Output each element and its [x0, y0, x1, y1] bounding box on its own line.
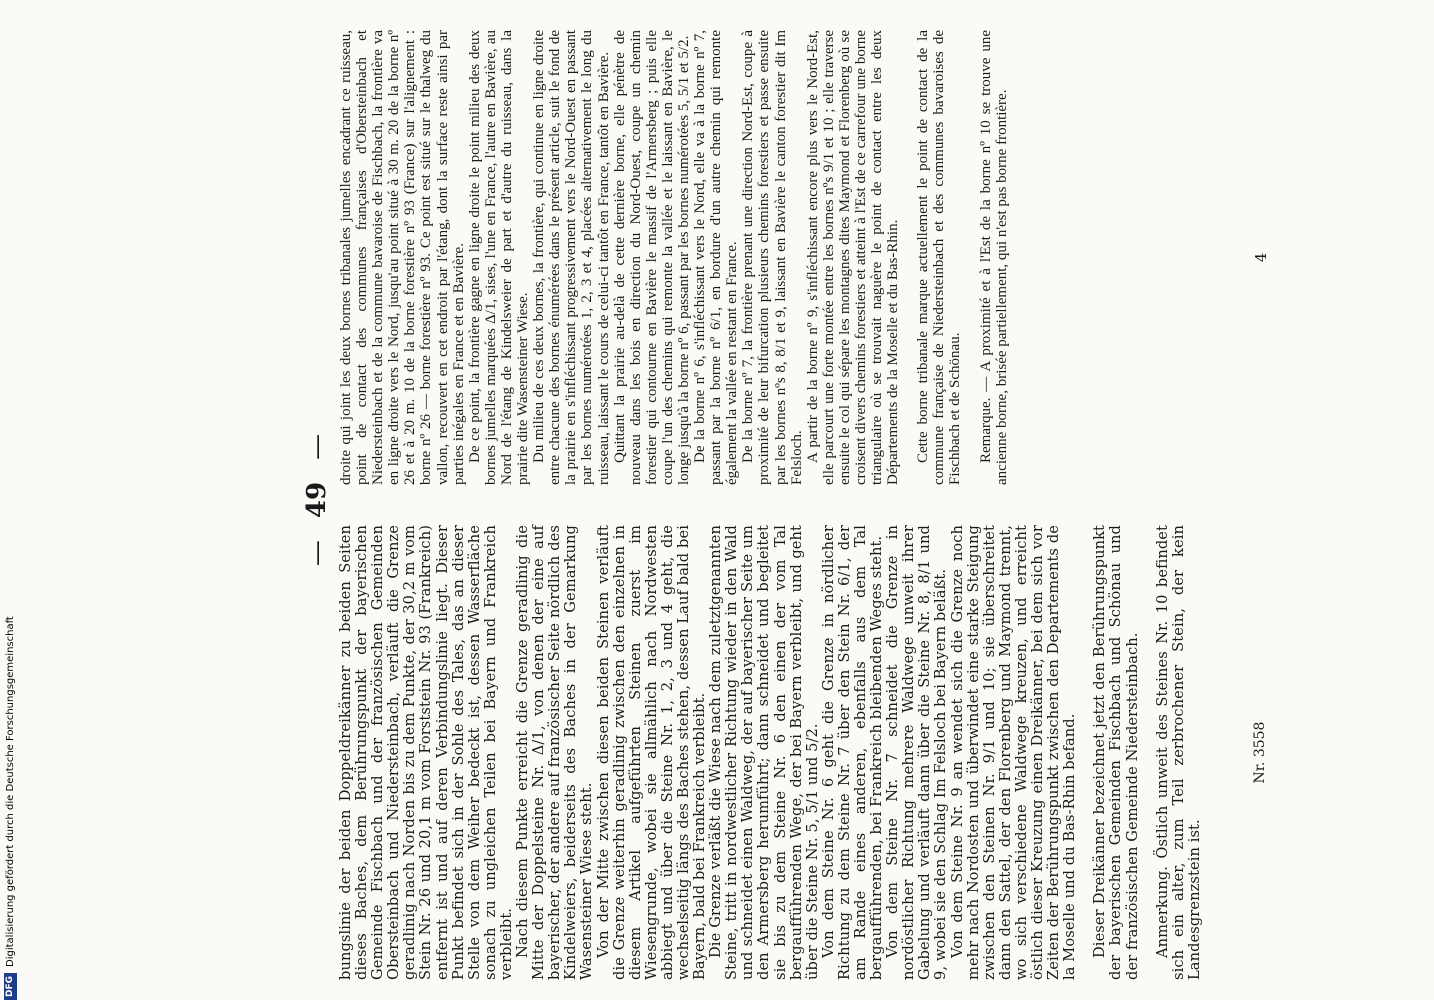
- german-paragraph: Dieser Dreikänner bezeichnet jetzt den Berührungspunkt der bayerischen Gemeinden Fischbach und Schönau und der französischen Gemeinde Niedersteinbach.: [1091, 525, 1141, 980]
- header-dash-left: —: [302, 540, 332, 567]
- german-paragraph: Von dem Steine Nr. 6 geht die Grenze in nördlicher Richtung zu dem Steine Nr. 7 über den Stein Nr. 6/1, der am Rande eines anderen, ebenfalls aus dem Tal bergaufführenden, bei Frankreich bleibenden Weges steht.: [819, 525, 886, 980]
- german-paragraph: Nach diesem Punkte erreicht die Grenze geradlinig die Mitte der Doppelsteine Nr. Δ/1, von denen der eine auf bayerischer, der andere auf französischer Seite nördlich des Kindelweiers, beiderseits des Baches in der Gemarkung Wasensteiner Wiese steht.: [514, 525, 596, 980]
- dfg-logo: DFG: [4, 973, 17, 1000]
- french-paragraph: droite qui joint les deux bornes tribanales jumelles encadrant ce ruisseau, point de contact des communes françaises d'Obersteinbach et Niedersteinbach et de la commune bavaroise de Fischbach, la frontière va en ligne droite vers le Nord, jusqu'au point situé à 30 m. 20 de la borne nº 26 et à 20 m. 10 de la borne forestière nº 93 (France) sur l'alignement : borne nº 26 — borne forestière nº 93. Ce point est situé sur le thalweg du vallon, recouvert en cet endroit par l'étang, dont la surface reste ainsi par parties inégales en France et en Bavière.: [338, 30, 467, 485]
- french-paragraph: Cette borne tribanale marque actuellement le point de contact de la commune française de Niedersteinbach et des communes bavaroises de Fischbach et de Schönau.: [915, 30, 964, 485]
- credit-text: Digitalisierung gefördert durch die Deutsche Forschungsgemeinschaft: [4, 616, 16, 967]
- french-paragraph: Quittant la prairie au-delà de cette dernière borne, elle pénètre de nouveau dans les bois en direction du Nord-Ouest, coupe un chemin forestier qui contourne en Bavière le massif de l'Armersberg ; puis elle coupe l'un des chemins qui remonte la vallée et le laissant en Bavière, le longe jusqu'à la borne nº 6, passant par les bornes numérotées 5, 5/1 et 5/2.: [611, 30, 692, 485]
- french-paragraph: De ce point, la frontière gagne en ligne droite le point milieu des deux bornes jumelles marquées Δ/1, sises, l'une en France, l'autre en Bavière, au Nord de l'étang de Kindelsweier de part et d'autre du ruisseau, dans la prairie dite Wasensteiner Wiese.: [466, 30, 532, 485]
- german-column: [338, 525, 1203, 980]
- german-paragraph: Die Grenze verläßt die Wiese nach dem zuletztgenannten Steine, tritt in nordwestlicher Richtung wieder in den Wald und schneidet einen Waldweg, der auf bayerischer Seite um den Armersberg herumführt; dann schneidet und begleitet sie bis zu dem Steine Nr. 6 den einen der vom Tal bergaufführenden Wege, der bei Bayern verbleibt, und geht über die Steine Nr. 5, 5/1 und 5/2.: [707, 525, 821, 980]
- german-paragraph: Von dem Steine Nr. 9 an wendet sich die Grenze noch mehr nach Nordosten und überwindet eine starke Steigung zwischen den Steinen Nr. 9/1 und 10; sie überschreitet dann den Sattel, der den Florenberg und Maymond trennt, wo sich verschiedene Waldwege kreuzen, und erreicht östlich dieser Kreuzung einen Dreikänner, bei dem sich vor Zeiten der Berührungspunkt zwischen den Departements de la Moselle und du Bas-Rhin befand.: [948, 525, 1079, 980]
- french-paragraph: Du milieu de ces deux bornes, la frontière, qui continue en ligne droite entre chacune des bornes énumérées dans le présent article, suit le fond de la prairie en s'infléchissant progressivement vers le Nord-Ouest en passant par les bornes numérotées 1, 2, 3 et 4, placées alternativement le long du ruisseau, laissant le cours de celui-ci tantôt en France, tantôt en Bavière.: [531, 30, 612, 485]
- header-dash-right: —: [302, 433, 332, 460]
- page-number: 49: [302, 481, 332, 519]
- french-note: Remarque. — A proximité et à l'Est de la borne nº 10 se trouve une ancienne borne, brisée partiellement, qui n'est pas borne frontière.: [977, 30, 1010, 485]
- sheet-number: 4: [1252, 252, 1270, 263]
- german-paragraph: Von dem Steine Nr. 7 schneidet die Grenze in nordöstlicher Richtung mehrere Waldwege unweit ihrer Gabelung und verläuft dann über die Steine Nr. 8, 8/1 und 9, wobei sie den Schlag Im Felsloch bei Bayern beläßt.: [884, 525, 950, 980]
- german-note: Anmerkung. Östlich unweit des Steines Nr. 10 befindet sich ein alter, zum Teil zerbrochener Stein, der kein Landesgrenzstein ist.: [1153, 525, 1203, 980]
- page-header: [302, 40, 332, 960]
- french-paragraph: A partir de la borne nº 9, s'infléchissant encore plus vers le Nord-Est, elle parcourt une forte montée entre les bornes nºs 9/1 et 10 ; elle traverse ensuite le col qui sépare les montagnes dites Maymond et Florenberg où se croisent divers chemins forestiers et atteint à l'Est de ce carrefour une borne triangulaire où se trouvait naguère le point de contact entre les deux Départements de la Moselle et du Bas-Rhin.: [804, 30, 902, 485]
- german-paragraph: Von der Mitte zwischen diesen beiden Steinen verläuft die Grenze weiterhin geradlinig zwischen den einzelnen in diesem Artikel aufgeführten Steinen zuerst im Wiesengrunde, wobei sie allmählich nach Nordwesten abbiegt und über die Steine Nr. 1, 2, 3 und 4 geht, die wechselseitig längs des Baches stehen, dessen Lauf bald bei Bayern, bald bei Frankreich verbleibt.: [594, 525, 709, 980]
- print-signature: Nr. 3558: [1252, 721, 1268, 784]
- document-page: [142, 0, 1342, 1000]
- french-column: [338, 30, 1010, 485]
- digitization-credit: [2, 0, 18, 1000]
- french-paragraph: De la borne nº 6, s'infléchissant vers le Nord, elle va à la borne nº 7, passant par la borne nº 6/1, en bordure d'un autre chemin qui remonte également la vallée en restant en France.: [692, 30, 741, 485]
- french-paragraph: De la borne nº 7, la frontière prenant une direction Nord-Est, coupe à proximité de leur bifurcation plusieurs chemins forestiers et passe ensuite par les bornes nºs 8, 8/1 et 9, laissant en Bavière le canton forestier dit Im Felsloch.: [740, 30, 805, 485]
- german-paragraph: bungslinie der beiden Doppeldreikänner zu beiden Seiten dieses Baches, dem Berührungspunkt der bayerischen Gemeinde Fischbach und der französischen Gemeinden Obersteinbach und Niedersteinbach, verläuft die Grenze geradlinig nach Norden bis zu dem Punkte, der 30,2 m vom Stein Nr. 26 und 20,1 m vom Forststein Nr. 93 (Frankreich) entfernt ist und auf deren Verbindungslinie liegt. Dieser Punkt befindet sich in der Sohle des Tales, das an dieser Stelle von dem Weiher bedeckt ist, dessen Wasserfläche sonach zu ungleichen Teilen bei Bayern und Frankreich verbleibt.: [337, 525, 515, 980]
